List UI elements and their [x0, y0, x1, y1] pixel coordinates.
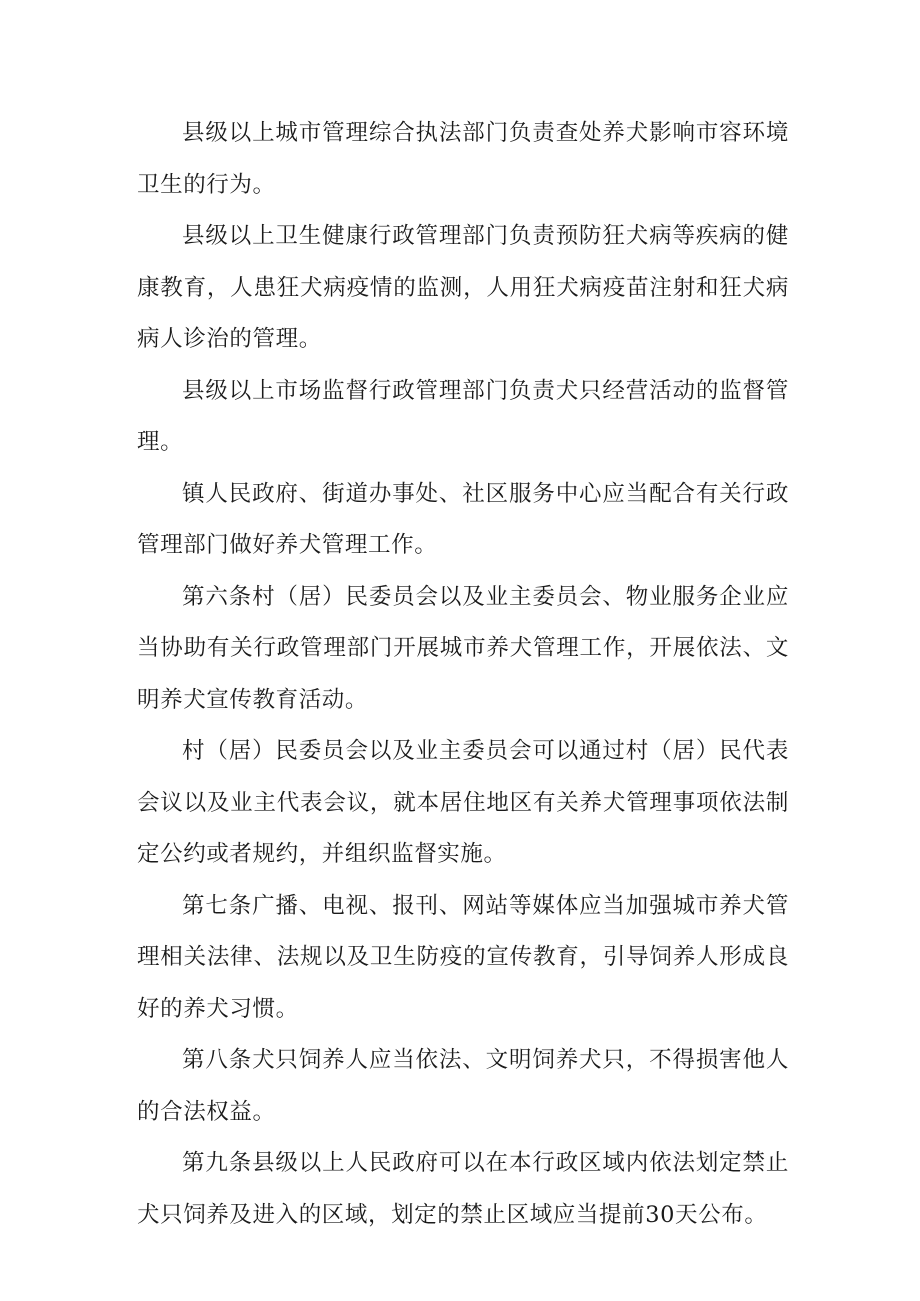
- paragraph-3: 县级以上市场监督行政管理部门负责犬只经营活动的监督管理。: [137, 377, 789, 455]
- paragraph-2: 县级以上卫生健康行政管理部门负责预防狂犬病等疾病的健康教育，人患狂犬病疫情的监测，人用狂犬病疫苗注射和狂犬病病人诊治的管理。: [137, 223, 789, 352]
- paragraph-4: 镇人民政府、街道办事处、社区服务中心应当配合有关行政管理部门做好养犬管理工作。: [137, 480, 789, 558]
- paragraph-1: 县级以上城市管理综合执法部门负责查处养犬影响市容环境卫生的行为。: [137, 120, 789, 198]
- paragraph-7: 第七条广播、电视、报刊、网站等媒体应当加强城市养犬管理相关法律、法规以及卫生防疫的宣传教育，引导饲养人形成良好的养犬习惯。: [137, 892, 789, 1022]
- paragraph-8: 第八条犬只饲养人应当依法、文明饲养犬只，不得损害他人的合法权益。: [137, 1047, 789, 1125]
- document-body: [137, 108, 789, 1241]
- paragraph-5: 第六条村（居）民委员会以及业主委员会、物业服务企业应当协助有关行政管理部门开展城市养犬管理工作，开展依法、文明养犬宣传教育活动。: [137, 583, 789, 713]
- paragraph-6: 村（居）民委员会以及业主委员会可以通过村（居）民代表会议以及业主代表会议，就本居住地区有关养犬管理事项依法制定公约或者规约，并组织监督实施。: [137, 738, 789, 867]
- paragraph-9: 第九条县级以上人民政府可以在本行政区域内依法划定禁止犬只饲养及进入的区域，划定的禁止区域应当提前30天公布。: [137, 1150, 789, 1228]
